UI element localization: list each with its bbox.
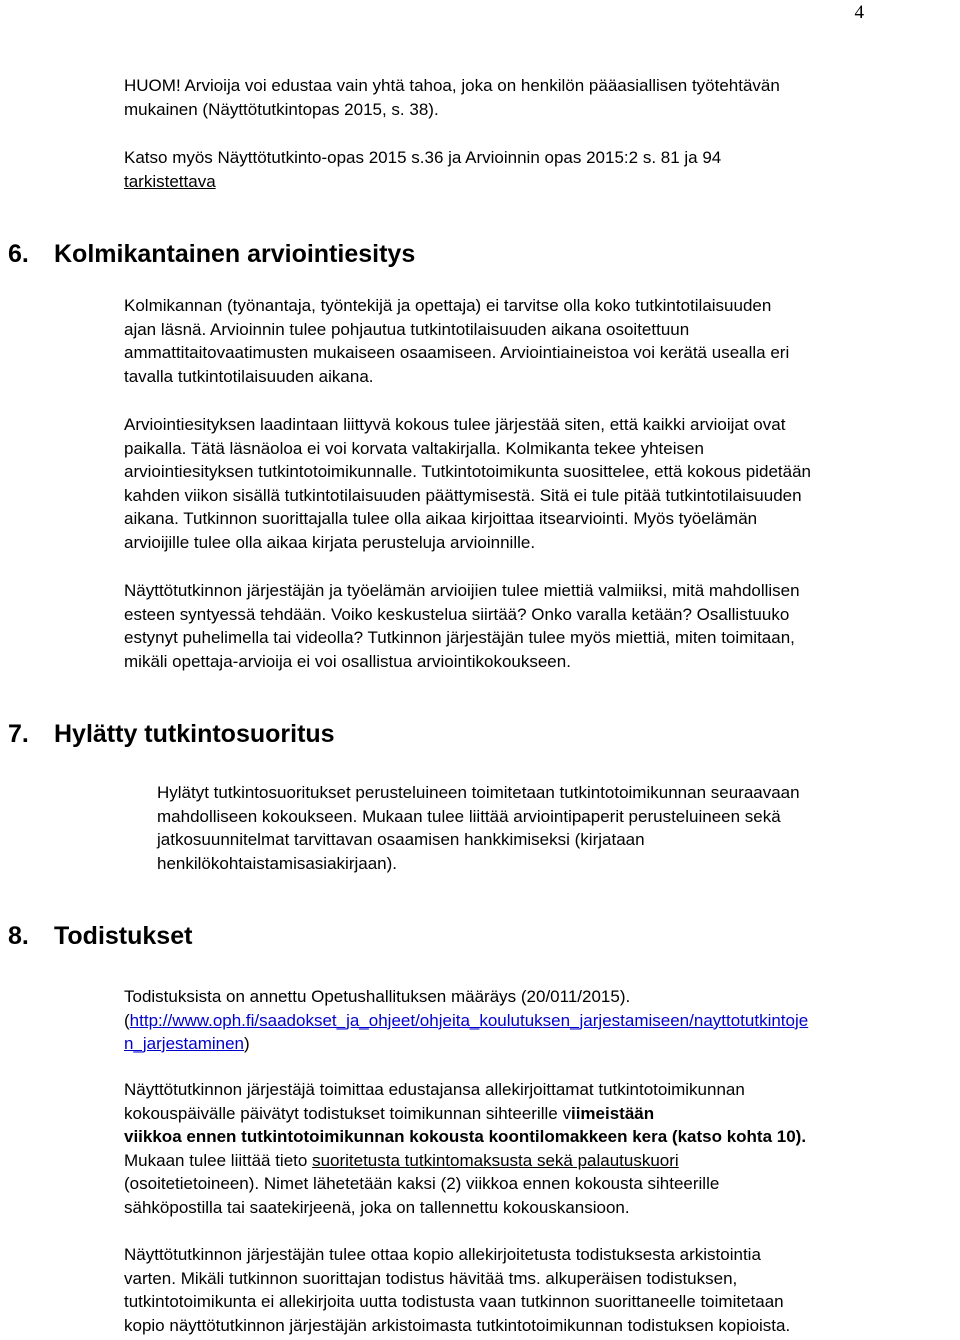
text-line: aikana. Tutkinnon suorittajalla tulee olla aikaa kirjoittaa itsearviointi. Myös työelämän	[124, 509, 758, 528]
bold-fragment: iimeistään	[570, 1103, 655, 1123]
section-7-heading	[8, 720, 335, 749]
text-line: tavalla tutkintotilaisuuden aikana.	[124, 366, 374, 386]
text-line: Näyttötutkinnon järjestäjän ja työelämän arvioijien tulee miettiä valmiiksi, mitä mahdollisen	[124, 581, 800, 600]
note-paragraph	[124, 74, 924, 121]
text-line: mikäli opettaja-arvioija ei voi osallistua arviointikokoukseen.	[124, 651, 571, 671]
oph-link-part-1[interactable]: http://www.oph.fi/saadokset_ja_ohjeet/ohjeita_koulutuksen_jarjestamiseen/nayttotutkintoje	[129, 1010, 809, 1030]
text-fragment: Mukaan tulee liittää tieto	[124, 1150, 313, 1170]
text-line: ammattitaitovaatimusten mukaiseen osaamiseen. Arviointiaineistoa voi kerätä usealla eri	[124, 343, 790, 362]
text-line: jatkosuunnitelmat tarvittavan osaamisen hankkimiseksi (kirjataan	[157, 830, 645, 849]
text-line: paikalla. Tätä läsnäoloa ei voi korvata valtakirjalla. Kolmikanta tekee yhteisen	[124, 438, 704, 458]
text-fragment: kokouspäivälle päivätyt todistukset toimikunnan sihteerille v	[124, 1103, 571, 1123]
section-8-heading	[8, 922, 192, 951]
open-paren: (	[124, 1010, 130, 1030]
underlined-fragment: suoritetusta tutkintomaksusta sekä palautuskuori	[312, 1150, 679, 1170]
section-6-number: 6.	[8, 240, 29, 268]
text-line: mahdolliseen kokoukseen. Mukaan tulee liittää arviointipaperit perusteluineen sekä	[157, 806, 781, 826]
text-line: ajan läsnä. Arvioinnin tulee pohjautua tutkintotilaisuuden aikana osoitettuun	[124, 319, 690, 339]
text-line: tutkintotoimikunta ei allekirjoita uutta todistusta vaan tutkinnon suorittaneelle toimitetaan	[124, 1292, 784, 1311]
page-number: 4	[854, 2, 864, 23]
link-line-2	[124, 1032, 956, 1056]
section-8-number: 8.	[8, 922, 29, 950]
text-line: Hylätyt tutkintosuoritukset perusteluineen toimitetaan tutkintotoimikunnan seuraavaan	[157, 783, 800, 802]
text-line: varten. Mikäli tutkinnon suorittajan todistus hävitää tms. alkuperäisen todistuksen,	[124, 1268, 738, 1288]
text-line: kahden viikon sisällä tutkintotilaisuuden päättymisestä. Sitä ei tule pitää tutkintotilaisuuden	[124, 485, 802, 505]
text-line: estynyt puhelimella tai videolla? Tutkinnon järjestäjän tulee myös miettiä, miten toimitaan,	[124, 628, 795, 647]
text-line	[124, 1102, 954, 1126]
section-6-paragraph-1	[124, 294, 924, 388]
section-6-paragraph-3	[124, 579, 924, 673]
text-line: esteen syntyessä tehdään. Voiko keskustelua siirtää? Onko varalla ketään? Osallistuuko	[124, 604, 790, 624]
close-paren: )	[244, 1034, 250, 1053]
text-line: arvioijille tulee olla aikaa kirjata perusteluja arvioinnille.	[124, 532, 536, 552]
section-7-title: Hylätty tutkintosuoritus	[54, 720, 335, 748]
section-6-heading	[8, 240, 415, 269]
text-line: Näyttötutkinnon järjestäjän tulee ottaa kopio allekirjoitetusta todistuksesta arkistointia	[124, 1245, 761, 1264]
link-line-1	[124, 1009, 956, 1033]
text-line: (osoitetietoineen). Nimet lähetetään kaksi (2) viikkoa ennen kokousta sihteerille	[124, 1174, 720, 1193]
section-8-paragraph-1	[124, 985, 956, 1056]
text-line: Näyttötutkinnon järjestäjä toimittaa edustajansa allekirjoittamat tutkintotoimikunnan	[124, 1080, 745, 1099]
see-also-line-1: Katso myös Näyttötutkinto-opas 2015 s.36 ja Arvioinnin opas 2015:2 s. 81 ja 94	[124, 148, 722, 167]
section-7-paragraph-1	[157, 781, 947, 875]
section-8-paragraph-2	[124, 1078, 954, 1219]
text-line	[124, 1149, 954, 1173]
section-8-title: Todistukset	[54, 922, 193, 950]
note-line-1: HUOM! Arvioija voi edustaa vain yhtä tahoa, joka on henkilön pääasiallisen työtehtävän	[124, 76, 780, 95]
text-line: Arviointiesityksen laadintaan liittyvä kokous tulee järjestää siten, että kaikki arvioijat ovat	[124, 415, 786, 434]
oph-link-part-2[interactable]: n_jarjestaminen	[124, 1034, 245, 1053]
text-line: Todistuksista on annettu Opetushallituksen määräys (20/011/2015).	[124, 987, 631, 1006]
text-line: Kolmikannan (työnantaja, työntekijä ja opettaja) ei tarvitse olla koko tutkintotilaisuuden	[124, 296, 772, 315]
bold-line: viikkoa ennen tutkintotoimikunnan kokousta koontilomakkeen kera (katso kohta 10).	[124, 1127, 807, 1146]
section-8-paragraph-3	[124, 1243, 924, 1337]
see-also-line-2: tarkistettava	[124, 171, 216, 191]
section-7-number: 7.	[8, 720, 29, 748]
text-line: sähköpostilla tai saatekirjeenä, joka on tallennettu kokouskansioon.	[124, 1197, 630, 1217]
see-also-paragraph	[124, 146, 924, 193]
text-line: kopio näyttötutkinnon järjestäjän arkistoimasta tutkintotoimikunnan todistuksen kopioista.	[124, 1315, 791, 1335]
section-6-paragraph-2	[124, 413, 934, 554]
note-line-2: mukainen (Näyttötutkintopas 2015, s. 38).	[124, 99, 439, 119]
text-line: arviointiesityksen tutkintotoimikunnalle. Tutkintotoimikunta suosittelee, että kokous pidetään	[124, 462, 811, 481]
text-line: henkilökohtaistamisasiakirjaan).	[157, 853, 398, 873]
section-6-title: Kolmikantainen arviointiesitys	[54, 240, 416, 268]
